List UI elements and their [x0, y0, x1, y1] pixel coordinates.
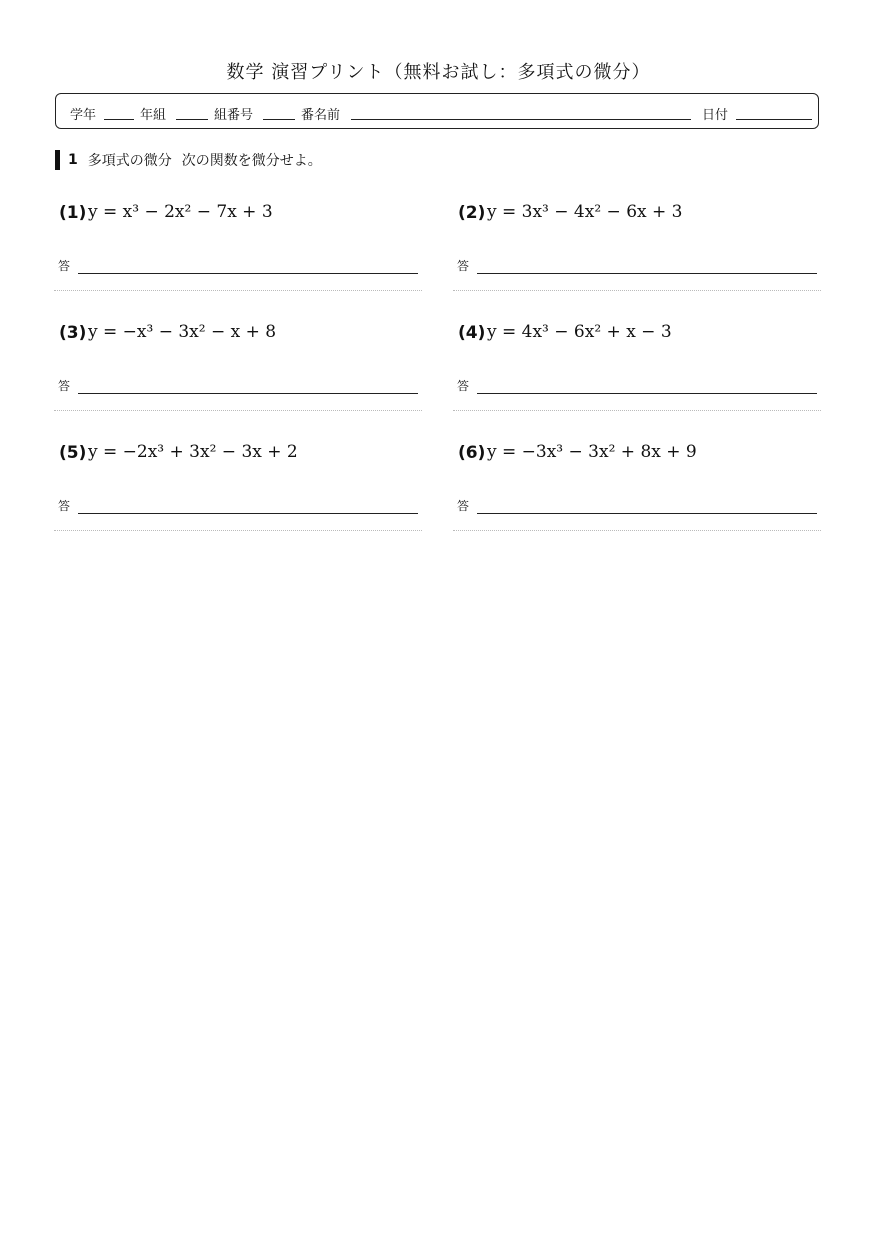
answer-label: 答: [457, 499, 470, 513]
section-instruction: 次の関数を微分せよ。: [181, 153, 322, 169]
number-field[interactable]: [263, 119, 295, 120]
grade-field[interactable]: [104, 119, 134, 120]
problem-1: [54, 200, 422, 300]
answer-label: 答: [457, 259, 470, 273]
section-number: 1: [68, 152, 78, 168]
problem-divider: [453, 290, 821, 291]
name-label: 番名前: [301, 108, 341, 123]
date-field[interactable]: [736, 119, 812, 120]
answer-label: 答: [58, 259, 71, 273]
answer-line[interactable]: [78, 273, 418, 274]
problem-label: (4): [458, 323, 486, 343]
problem-2: [453, 200, 821, 300]
problem-expression: y = −2x³ + 3x² − 3x + 2: [88, 442, 298, 462]
answer-line[interactable]: [78, 513, 418, 514]
page-title: 数学 演習プリント（無料お試し：多項式の微分）: [226, 62, 651, 83]
problem-expression: y = −3x³ − 3x² + 8x + 9: [487, 442, 697, 462]
date-label: 日付: [702, 108, 729, 123]
problem-divider: [54, 410, 422, 411]
problem-5: [54, 440, 422, 540]
problem-6: [453, 440, 821, 540]
problem-3: [54, 320, 422, 420]
problem-label: (5): [59, 443, 87, 463]
problem-4: [453, 320, 821, 420]
problem-divider: [453, 530, 821, 531]
problem-label: (1): [59, 203, 87, 223]
answer-label: 答: [58, 379, 71, 393]
section-header: [55, 150, 322, 170]
grade-label: 学年: [70, 108, 97, 123]
problem-divider: [54, 530, 422, 531]
class-field[interactable]: [176, 119, 208, 120]
problem-label: (2): [458, 203, 486, 223]
problem-label: (6): [458, 443, 486, 463]
number-label: 組番号: [214, 108, 254, 123]
section-name: 多項式の微分: [87, 153, 172, 169]
problem-expression: y = 4x³ − 6x² + x − 3: [487, 322, 672, 342]
answer-line[interactable]: [477, 393, 817, 394]
problem-divider: [54, 290, 422, 291]
problem-divider: [453, 410, 821, 411]
class-label: 年組: [140, 108, 167, 123]
problem-expression: y = 3x³ − 4x² − 6x + 3: [487, 202, 683, 222]
problem-expression: y = x³ − 2x² − 7x + 3: [88, 202, 273, 222]
name-field[interactable]: [351, 119, 691, 120]
answer-line[interactable]: [78, 393, 418, 394]
problem-expression: y = −x³ − 3x² − x + 8: [88, 322, 277, 342]
answer-line[interactable]: [477, 273, 817, 274]
answer-label: 答: [457, 379, 470, 393]
student-info-box: [55, 93, 819, 129]
problem-label: (3): [59, 323, 87, 343]
section-marker: [55, 150, 60, 170]
answer-label: 答: [58, 499, 71, 513]
answer-line[interactable]: [477, 513, 817, 514]
